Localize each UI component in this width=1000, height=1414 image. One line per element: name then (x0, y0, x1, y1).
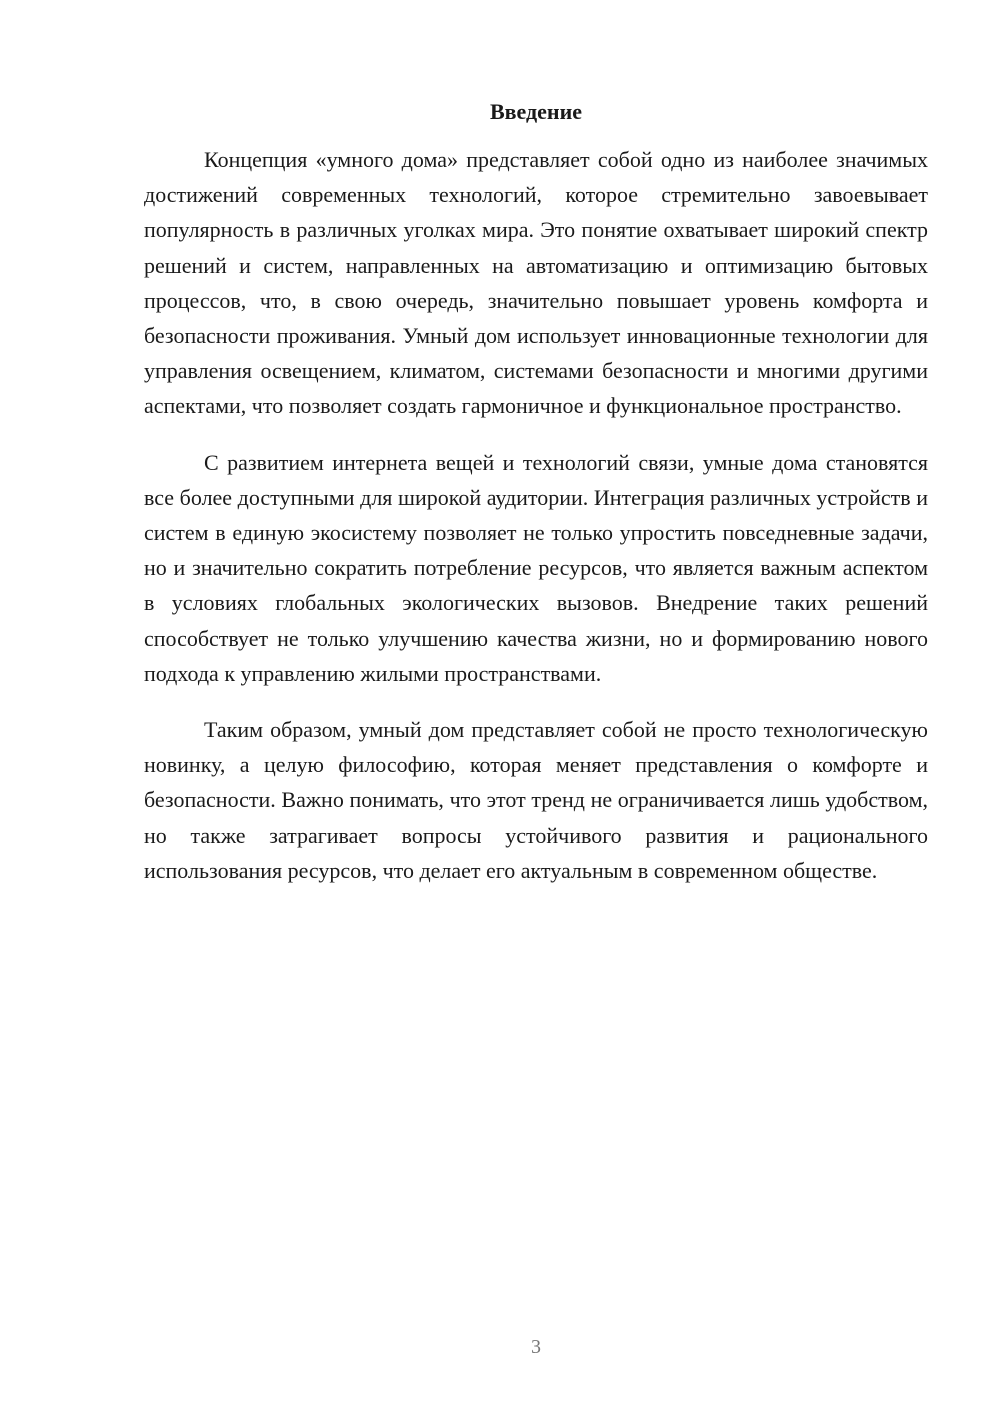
page-number: 3 (531, 1336, 541, 1358)
page-content (144, 96, 928, 888)
paragraph-2: С развитием интернета вещей и технологий связи, умные дома становятся все более доступными для широкой аудитории. Интеграция различных устройств и систем в единую экосистему позволяет не только упростить повседневные задачи, но и значительно сократить потребление ресурсов, что является важным аспектом в условиях глобальных экологических вызовов. Внедрение таких решений способствует не только улучшению качества жизни, но и формированию нового подхода к управлению жилыми пространствами. (144, 449, 928, 686)
paragraph-3: Таким образом, умный дом представляет собой не просто технологическую новинку, а целую философию, которая меняет представления о комфорте и безопасности. Важно понимать, что этот тренд не ограничивается лишь удобством, но также затрагивает вопросы устойчивого развития и рационального использования ресурсов, что делает его актуальным в современном обществе. (144, 717, 928, 883)
section-heading: Введение (489, 99, 583, 124)
paragraph-1: Концепция «умного дома» представляет собой одно из наиболее значимых достижений современных технологий, которое стремительно завоевывает популярность в различных уголках мира. Это понятие охватывает широкий спектр решений и систем, направленных на автоматизацию и оптимизацию бытовых процессов, что, в свою очередь, значительно повышает уровень комфорта и безопасности проживания. Умный дом использует инновационные технологии для управления освещением, климатом, системами безопасности и многими другими аспектами, что позволяет создать гармоничное и функциональное пространство. (144, 147, 928, 419)
